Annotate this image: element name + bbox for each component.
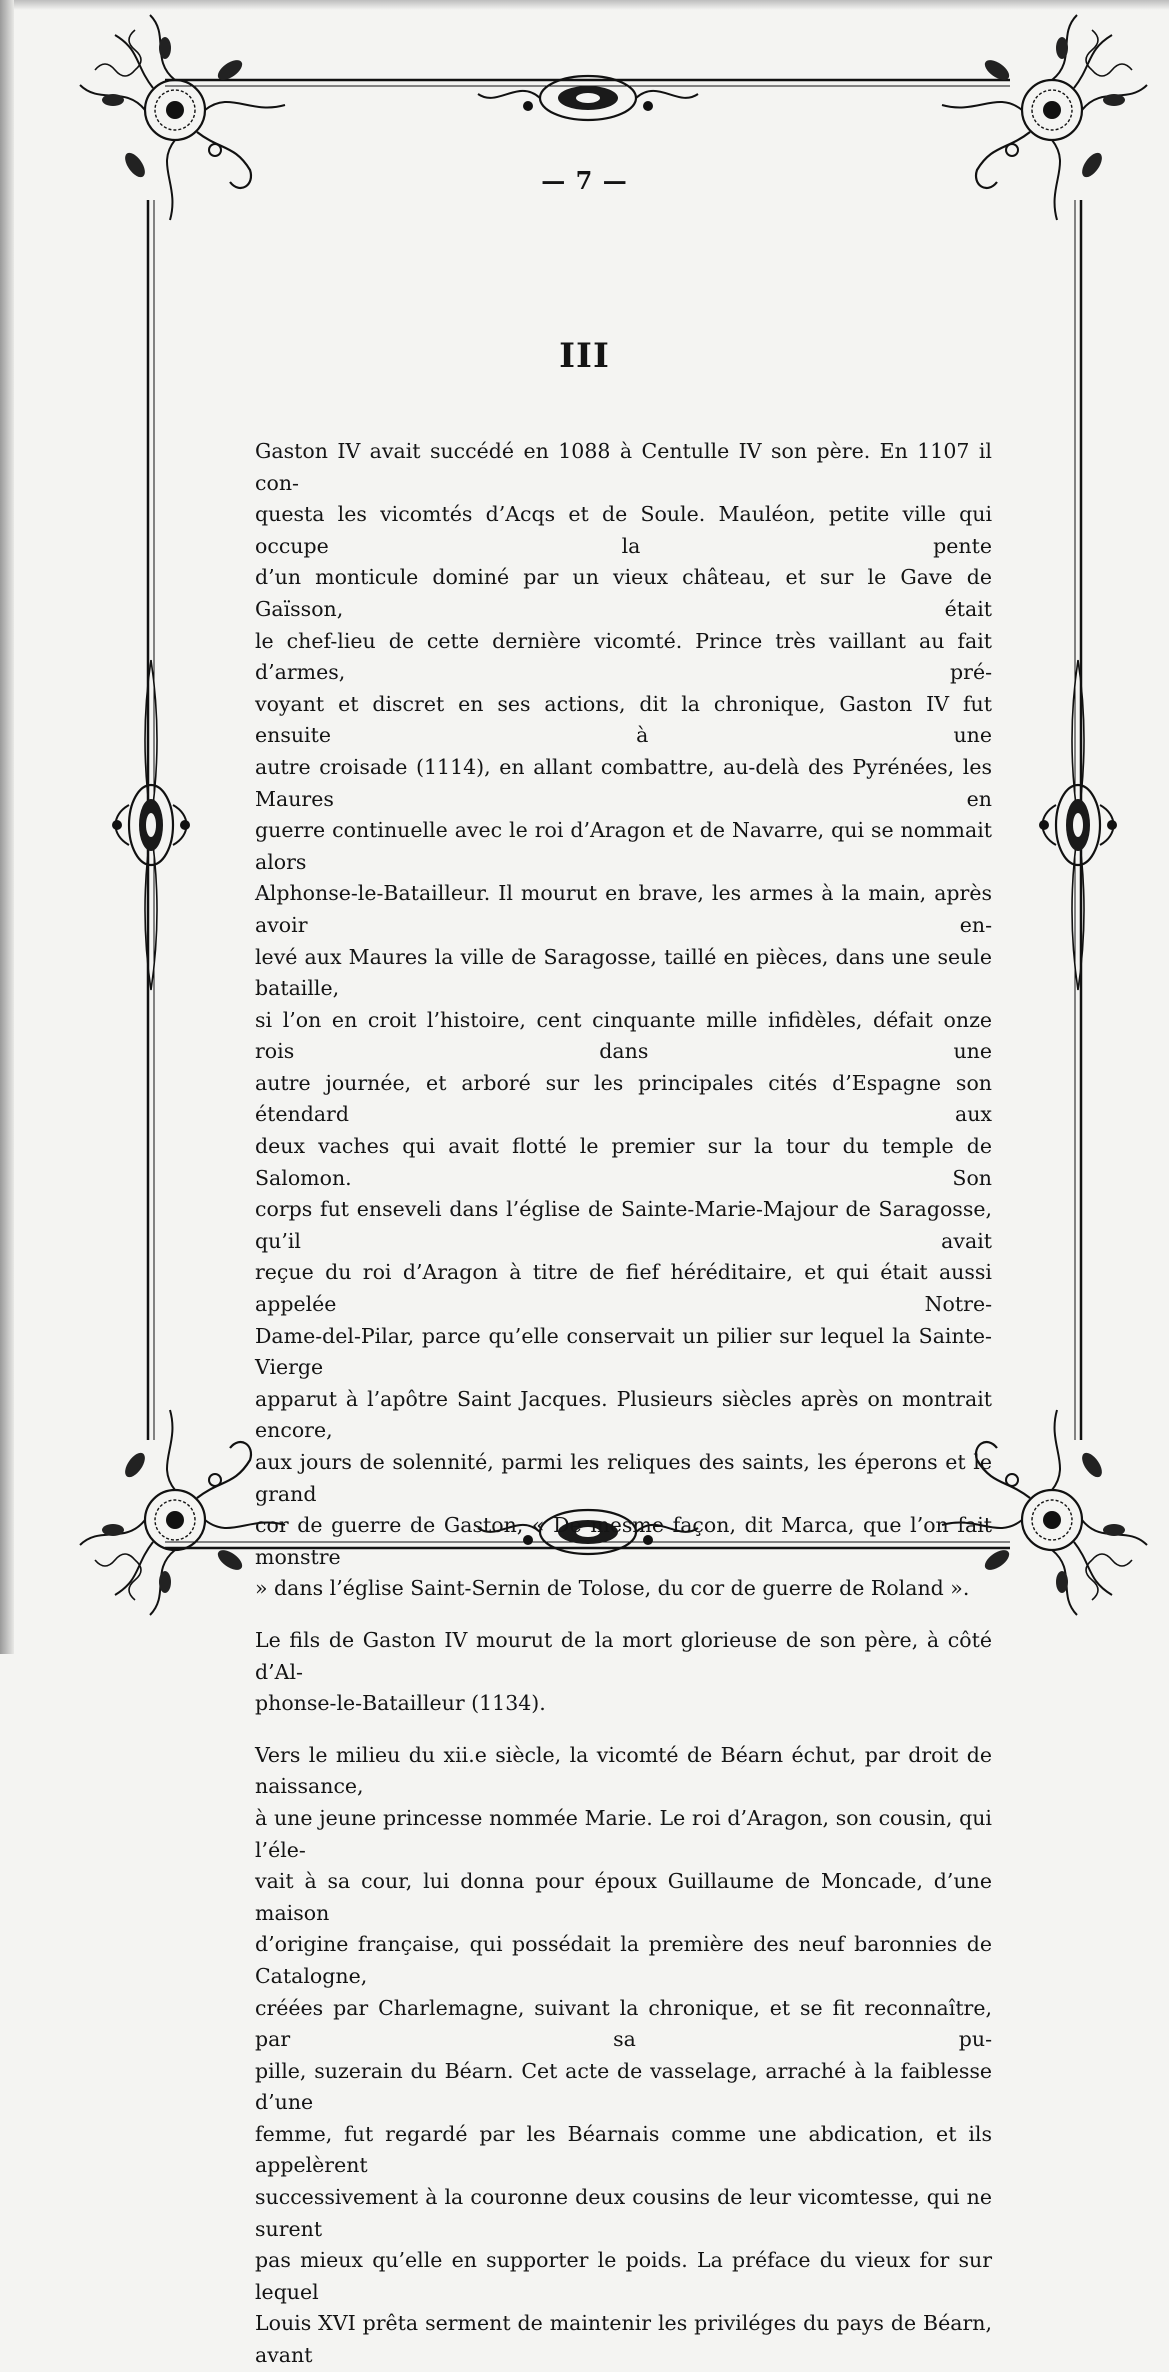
text-line: apparut à l’apôtre Saint Jacques. Plusieurs siècles après on montrait encore, [255, 1386, 992, 1443]
text-line: questa les vicomtés d’Acqs et de Soule. Mauléon, petite ville qui occupe la pente [255, 502, 992, 558]
chapter-heading: III [559, 336, 610, 376]
text-line: Dame-del-Pilar, parce qu’elle conservait un pilier sur lequel la Sainte-Vierge [255, 1323, 992, 1380]
text-line: reçue du roi d’Aragon à titre de fief héréditaire, et qui était aussi appelée Notre- [255, 1260, 992, 1317]
text-line: » dans l’église Saint-Sernin de Tolose, du cor de guerre de Roland ». [255, 1576, 970, 1601]
text-line: Le fils de Gaston IV mourut de la mort glorieuse de son père, à côté d’Al- [255, 1627, 992, 1684]
text-line: autre journée, et arboré sur les principales cités d’Espagne son étendard aux [255, 1070, 992, 1127]
text-line: voyant et discret en ses actions, dit la chronique, Gaston IV fut ensuite à une [255, 691, 992, 748]
text-line: corps fut enseveli dans l’église de Sainte-Marie-Majour de Saragosse, qu’il avait [255, 1197, 992, 1253]
text-line: guerre continuelle avec le roi d’Aragon et de Navarre, qui se nommait alors [255, 818, 992, 874]
paragraph-2 [255, 1625, 992, 1720]
text-line: Alphonse-le-Batailleur. Il mourut en brave, les armes à la main, après avoir en- [255, 881, 992, 937]
text-line: à une jeune princesse nommée Marie. Le roi d’Aragon, son cousin, qui l’éle- [255, 1805, 992, 1862]
text-line: aux jours de solennité, parmi les reliques des saints, les éperons et le grand [255, 1450, 992, 1506]
text-line: Vers le milieu du xii.e siècle, la vicomté de Béarn échut, par droit de naissance, [255, 1742, 992, 1799]
page-number: — 7 — [541, 166, 628, 195]
text-line: vait à sa cour, lui donna pour époux Guillaume de Moncade, d’une maison [255, 1869, 992, 1925]
text-line: pas mieux qu’elle en supporter le poids. La préface du vieux for sur lequel [255, 2248, 992, 2304]
paragraph-1 [255, 436, 992, 1605]
text-line: cor de guerre de Gaston, « De mesme façon, dit Marca, que l’on fait monstre [255, 1513, 992, 1569]
text-line: deux vaches qui avait flotté le premier sur la tour du temple de Salomon. Son [255, 1134, 992, 1190]
text-line: le chef-lieu de cette dernière vicomté. Prince très vaillant au fait d’armes, pré- [255, 628, 992, 685]
body-text [255, 436, 992, 2372]
text-line: d’origine française, qui possédait la première des neuf baronnies de Catalogne, [255, 1932, 992, 1988]
paragraph-3 [255, 1740, 992, 2372]
text-line: levé aux Maures la ville de Saragosse, taillé en pièces, dans une seule bataille, [255, 944, 992, 1001]
text-line: Louis XVI prêta serment de maintenir les priviléges du pays de Béarn, avant [255, 2311, 992, 2368]
text-line: autre croisade (1114), en allant combattre, au-delà des Pyrénées, les Maures en [255, 754, 992, 811]
text-line: si l’on en croit l’histoire, cent cinquante mille infidèles, défait onze rois dans une [255, 1007, 992, 1064]
text-line: phonse-le-Batailleur (1134). [255, 1691, 546, 1716]
text-line: femme, fut regardé par les Béarnais comme une abdication, et ils appelèrent [255, 2121, 992, 2178]
text-line: créées par Charlemagne, suivant la chronique, et se fit reconnaître, par sa pu- [255, 1995, 992, 2052]
text-line: d’un monticule dominé par un vieux château, et sur le Gave de Gaïsson, était [255, 565, 992, 621]
text-line: successivement à la couronne deux cousins de leur vicomtesse, qui ne surent [255, 2185, 992, 2241]
text-line: Gaston IV avait succédé en 1088 à Centulle IV son père. En 1107 il con- [255, 439, 992, 495]
text-line: pille, suzerain du Béarn. Cet acte de vasselage, arraché à la faiblesse d’une [255, 2058, 992, 2115]
